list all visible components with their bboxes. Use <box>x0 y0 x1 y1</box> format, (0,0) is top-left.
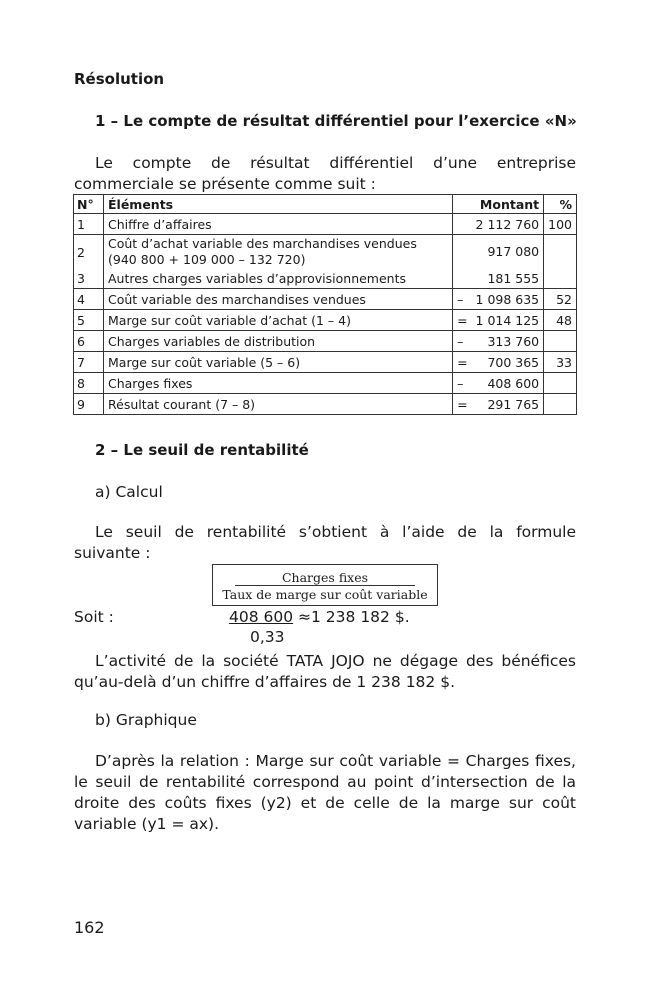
row-montant <box>453 268 544 289</box>
calc-denominator: 0,33 <box>250 628 285 646</box>
table-row <box>74 352 577 373</box>
row-number: 5 <box>74 310 104 331</box>
row-pct <box>544 394 577 415</box>
income-statement-table <box>73 194 577 415</box>
row-amount: 1 098 635 <box>475 291 540 307</box>
row-pct: 100 <box>544 214 577 235</box>
soit-label: Soit : <box>74 608 114 626</box>
table-row <box>74 214 577 235</box>
formula-denominator: Taux de marge sur coût variable <box>222 587 428 602</box>
row-number: 3 <box>74 268 104 289</box>
row-label: Charges fixes <box>104 373 453 394</box>
row-label: Coût variable des marchandises vendues <box>104 289 453 310</box>
table-header-row <box>74 195 577 214</box>
row-label: Charges variables de distribution <box>104 331 453 352</box>
row-montant <box>453 373 544 394</box>
row-sign: – <box>457 291 464 307</box>
row-label-line2: (940 800 + 109 000 – 132 720) <box>108 252 306 267</box>
row-number: 7 <box>74 352 104 373</box>
row-montant <box>453 331 544 352</box>
row-number: 8 <box>74 373 104 394</box>
row-sign: = <box>457 354 468 370</box>
page-number: 162 <box>74 918 105 937</box>
header-montant: Montant <box>453 195 544 214</box>
formula-intro-paragraph <box>74 522 576 564</box>
table-row <box>74 310 577 331</box>
row-amount: 2 112 760 <box>475 216 540 232</box>
row-amount: 408 600 <box>487 375 540 391</box>
graph-paragraph <box>74 751 576 835</box>
formula-numerator: Charges fixes <box>235 570 415 586</box>
section1-title: 1 – Le compte de résultat différentiel pour l’exercice «N» <box>95 112 577 130</box>
graph-text: D’après la relation : Marge sur coût variable = Charges fixes, le seuil de rentabilité correspond au point d’intersection de la droite des coûts fixes (y2) et de celle de la marge sur coût variable (y1 = ax). <box>74 752 576 833</box>
row-pct <box>544 373 577 394</box>
section2-title: 2 – Le seuil de rentabilité <box>95 441 309 459</box>
row-sign: – <box>457 333 464 349</box>
row-sign: – <box>457 375 464 391</box>
row-label: Chiffre d’affaires <box>104 214 453 235</box>
row-number: 1 <box>74 214 104 235</box>
row-sign: = <box>457 396 468 412</box>
formula-intro-text: Le seuil de rentabilité s’obtient à l’aide de la formule suivante : <box>74 523 576 562</box>
row-label: Marge sur coût variable (5 – 6) <box>104 352 453 373</box>
row-amount: 181 555 <box>487 270 540 286</box>
row-number: 2 <box>74 235 104 269</box>
row-montant <box>453 394 544 415</box>
heading-resolution: Résolution <box>74 70 165 88</box>
formula-box <box>212 564 438 606</box>
conclusion-text: L’activité de la société TATA JOJO ne dégage des bénéfices qu’au-delà d’un chiffre d’affaires de 1 238 182 $. <box>74 652 576 691</box>
subsection-b-title: b) Graphique <box>95 711 197 729</box>
row-label: Marge sur coût variable d’achat (1 – 4) <box>104 310 453 331</box>
table-row <box>74 235 577 269</box>
row-montant <box>453 310 544 331</box>
calc-result: ≈1 238 182 $. <box>293 608 410 626</box>
row-label: Autres charges variables d’approvisionnements <box>104 268 453 289</box>
subsection-a-title: a) Calcul <box>95 483 163 501</box>
intro-paragraph <box>74 153 576 195</box>
table-row <box>74 331 577 352</box>
header-elements: Éléments <box>104 195 453 214</box>
row-pct: 52 <box>544 289 577 310</box>
row-amount: 917 080 <box>487 244 540 259</box>
row-pct: 33 <box>544 352 577 373</box>
table-row <box>74 289 577 310</box>
row-number: 6 <box>74 331 104 352</box>
row-pct <box>544 331 577 352</box>
row-sign: = <box>457 312 468 328</box>
table-row <box>74 268 577 289</box>
table-row <box>74 394 577 415</box>
conclusion-paragraph <box>74 651 576 693</box>
row-number: 9 <box>74 394 104 415</box>
intro-text: Le compte de résultat différentiel d’une entreprise commerciale se présente comme suit : <box>74 154 576 193</box>
row-amount: 291 765 <box>487 396 540 412</box>
row-amount: 700 365 <box>487 354 540 370</box>
header-pct: % <box>544 195 577 214</box>
row-pct <box>544 235 577 269</box>
row-pct: 48 <box>544 310 577 331</box>
row-montant <box>453 235 544 269</box>
row-label: Résultat courant (7 – 8) <box>104 394 453 415</box>
row-montant <box>453 289 544 310</box>
row-number: 4 <box>74 289 104 310</box>
row-label-line1: Coût d’achat variable des marchandises vendues <box>108 236 417 251</box>
calculation-numerator-line <box>229 608 410 626</box>
row-label <box>104 235 453 269</box>
row-montant <box>453 352 544 373</box>
calc-numerator: 408 600 <box>229 608 294 626</box>
table-row <box>74 373 577 394</box>
row-amount: 1 014 125 <box>475 312 540 328</box>
row-pct <box>544 268 577 289</box>
row-amount: 313 760 <box>487 333 540 349</box>
row-montant <box>453 214 544 235</box>
header-n: N° <box>74 195 104 214</box>
